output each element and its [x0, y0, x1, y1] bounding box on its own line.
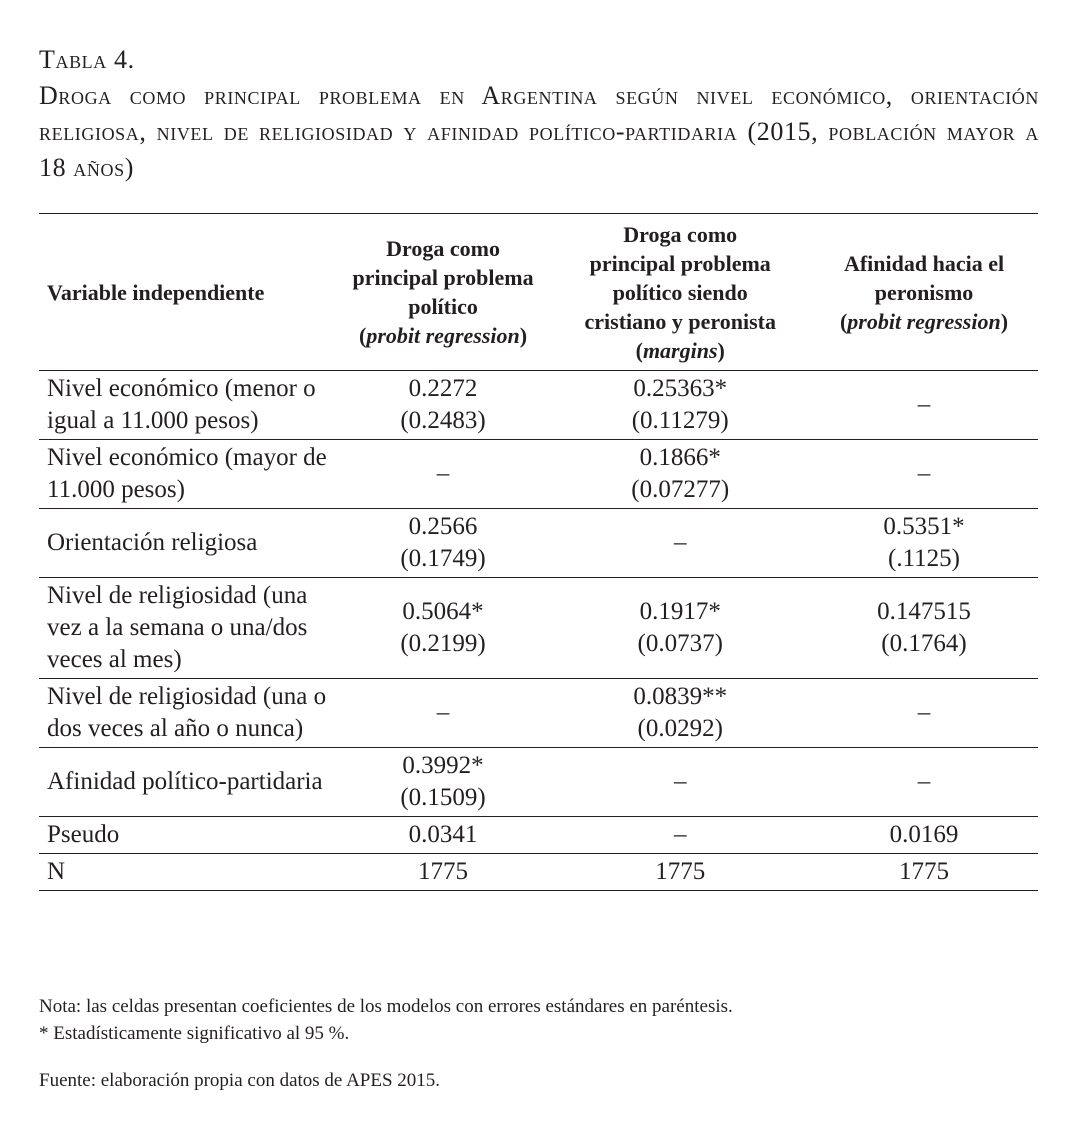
coef: –	[436, 460, 450, 487]
header-col3-open: (	[839, 308, 848, 334]
regression-table	[39, 213, 1038, 891]
header-col1-close: )	[519, 323, 528, 348]
coef: 0.3992*	[402, 752, 484, 779]
header-col3-method	[814, 307, 1034, 336]
cell	[336, 854, 551, 891]
cell	[550, 440, 810, 509]
header-col2-line1: Droga como	[623, 221, 738, 247]
header-col2-close: )	[717, 337, 725, 363]
cell	[550, 371, 810, 440]
coef: 0.5064*	[402, 598, 484, 625]
table-row	[39, 509, 1038, 578]
header-col3-line1: Afinidad hacia el	[843, 250, 1005, 276]
coef: 0.147515	[877, 598, 971, 625]
std-error: (0.0292)	[637, 715, 723, 742]
coef: 0.1917*	[639, 598, 721, 625]
std-error: (0.2199)	[400, 630, 486, 657]
cell	[810, 371, 1038, 440]
std-error: (0.1764)	[881, 630, 967, 657]
table-body	[39, 371, 1038, 891]
header-col2-line4: cristiano y peronista	[584, 308, 776, 334]
table-row	[39, 440, 1038, 509]
table-row	[39, 679, 1038, 748]
coef: 0.5351*	[883, 513, 965, 540]
coef: 0.2272	[408, 375, 478, 402]
cell	[336, 509, 551, 578]
table-row	[39, 371, 1038, 440]
table-row	[39, 578, 1038, 679]
header-col2	[550, 214, 810, 371]
table-row	[39, 854, 1038, 891]
coef: –	[673, 821, 687, 848]
header-col3-close: )	[1000, 308, 1009, 334]
std-error: (0.07277)	[631, 476, 730, 503]
coef: 0.0839**	[633, 683, 728, 710]
cell	[810, 748, 1038, 817]
cell	[336, 817, 551, 854]
std-error: (0.2483)	[400, 407, 486, 434]
header-col2-line2: principal problema	[589, 250, 771, 276]
header-col2-open: (	[635, 337, 643, 363]
header-variable: Variable independiente	[47, 279, 265, 305]
table-row	[39, 817, 1038, 854]
coef: 1775	[655, 858, 706, 885]
note-text: Nota: las celdas presentan coeficientes de los modelos con errores estándares en paréntesis.	[39, 996, 733, 1017]
coef: –	[917, 699, 931, 726]
row-variable: Nivel de religiosidad (una vez a la semana o una/dos veces al mes)	[47, 582, 308, 673]
row-variable: Pseudo	[47, 821, 120, 848]
header-col3-em: probit regression	[847, 308, 1001, 334]
row-variable: Afinidad político-partidaria	[47, 768, 323, 795]
row-variable: N	[47, 858, 66, 885]
header-col1-line1: Droga como	[386, 236, 500, 261]
cell	[550, 817, 810, 854]
coef: 1775	[899, 858, 949, 885]
table-row	[39, 748, 1038, 817]
coef: –	[673, 768, 687, 795]
std-error: (.1125)	[888, 545, 960, 572]
header-col1-em: probit regression	[366, 323, 520, 348]
cell	[810, 578, 1038, 679]
std-error: (0.1509)	[400, 784, 486, 811]
table-header	[39, 214, 1038, 371]
cell	[336, 578, 551, 679]
row-variable: Nivel económico (mayor de 11.000 pesos)	[47, 444, 327, 503]
significance-note: * Estadísticamente significativo al 95 %.	[39, 1023, 350, 1044]
coef: –	[917, 391, 931, 418]
row-variable: Nivel de religiosidad (una o dos veces al año o nunca)	[47, 683, 327, 742]
std-error: (0.1749)	[400, 545, 486, 572]
table-label: Tabla 4.	[39, 45, 135, 74]
row-variable: Nivel económico (menor o igual a 11.000 pesos)	[47, 375, 316, 434]
header-col3-line2: peronismo	[874, 279, 974, 305]
coef: –	[436, 699, 450, 726]
coef: 0.1866*	[639, 444, 721, 471]
cell	[810, 817, 1038, 854]
table-caption	[39, 42, 1039, 186]
coef: –	[673, 529, 687, 556]
cell	[550, 679, 810, 748]
header-col2-em: margins	[642, 337, 718, 363]
header-col2-method	[554, 336, 806, 365]
header-row	[39, 214, 1038, 371]
table-notes	[39, 993, 1039, 1094]
header-col2-line3: político siendo	[612, 279, 748, 305]
coef: 0.0341	[408, 821, 478, 848]
std-error: (0.0737)	[637, 630, 723, 657]
coef: 0.2566	[408, 513, 478, 540]
source-note: Fuente: elaboración propia con datos de APES 2015.	[39, 1070, 441, 1091]
std-error: (0.11279)	[631, 407, 729, 434]
header-col1-open: (	[359, 323, 367, 348]
coef: 1775	[418, 858, 469, 885]
header-col1-method	[340, 321, 547, 350]
header-col1-line2: principal problema	[352, 265, 534, 290]
cell	[810, 440, 1038, 509]
cell	[336, 371, 551, 440]
cell	[336, 748, 551, 817]
cell	[550, 578, 810, 679]
header-col3	[810, 214, 1038, 371]
cell	[336, 679, 551, 748]
header-col1-line3: político	[408, 294, 478, 319]
header-col1	[336, 214, 551, 371]
cell	[550, 509, 810, 578]
coef: 0.0169	[889, 821, 959, 848]
row-variable: Orientación religiosa	[47, 529, 258, 556]
coef: –	[917, 460, 931, 487]
table-title: Droga como principal problema en Argentina según nivel económico, orientación religiosa, nivel de religiosidad y afinidad político-partidaria (2015, población mayor a 18 años)	[39, 81, 1039, 182]
cell	[810, 854, 1038, 891]
coef: 0.25363*	[633, 375, 728, 402]
cell	[550, 854, 810, 891]
coef: –	[917, 768, 931, 795]
cell	[550, 748, 810, 817]
cell	[336, 440, 551, 509]
cell	[810, 679, 1038, 748]
cell	[810, 509, 1038, 578]
